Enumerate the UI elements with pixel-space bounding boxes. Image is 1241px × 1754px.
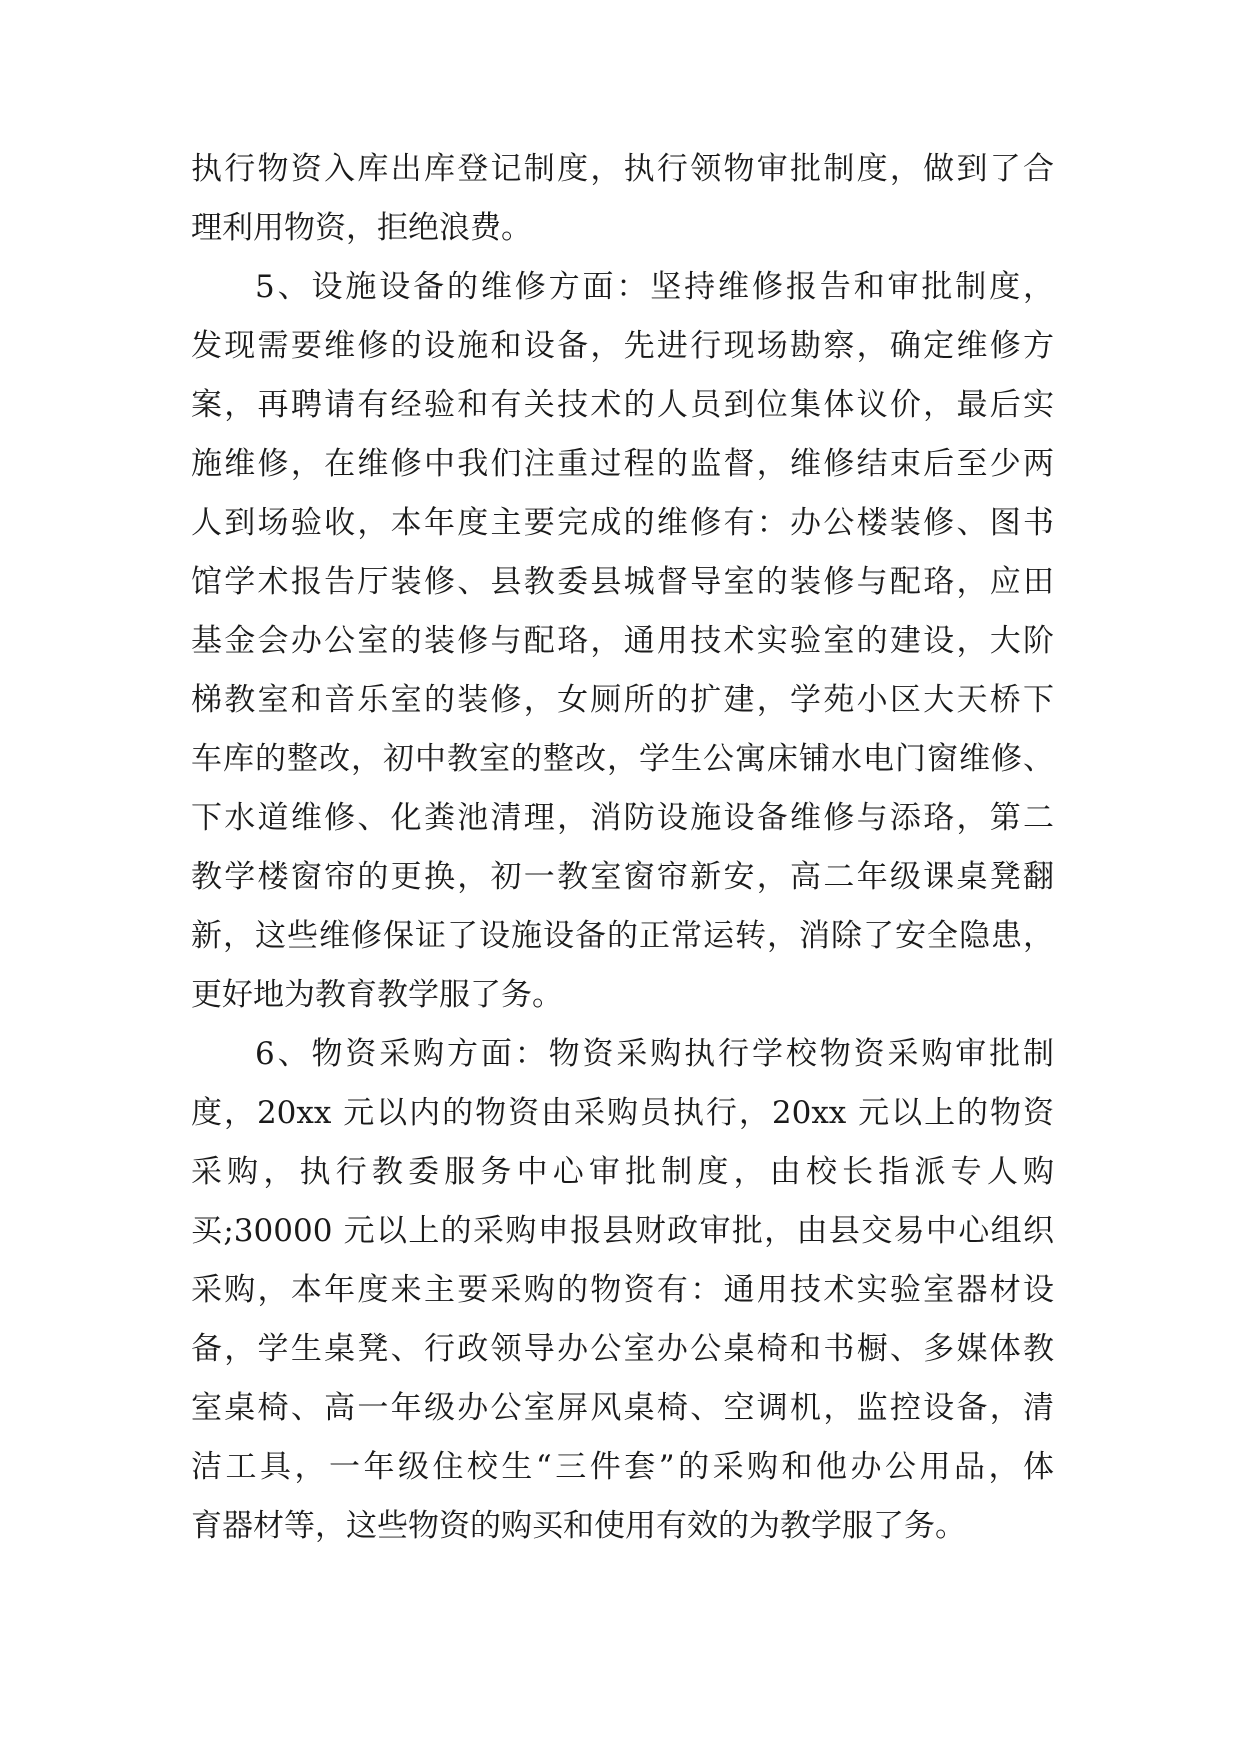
text-line: 度，20xx 元以内的物资由采购员执行，20xx 元以上的物资 [191, 1095, 1054, 1131]
text-line: 施维修，在维修中我们注重过程的监督，维修结束后至少两 [191, 446, 1054, 482]
text-line: 理利用物资，拒绝浪费。 [191, 210, 532, 246]
text-line: 买;30000 元以上的采购申报县财政审批，由县交易中心组织 [191, 1213, 1054, 1249]
text-line: 育器材等，这些物资的购买和使用有效的为教学服了务。 [191, 1508, 966, 1544]
text-line: 教学楼窗帘的更换，初一教室窗帘新安，高二年级课桌凳翻 [191, 859, 1054, 895]
text-line: 更好地为教育教学服了务。 [191, 977, 563, 1013]
text-line: 6、物资采购方面：物资采购执行学校物资采购审批制 [255, 1036, 1054, 1072]
text-line: 室桌椅、高一年级办公室屏风桌椅、空调机，监控设备，清 [191, 1390, 1054, 1426]
text-line: 备，学生桌凳、行政领导办公室办公桌椅和书橱、多媒体教 [191, 1331, 1054, 1367]
text-line: 车库的整改，初中教室的整改，学生公寓床铺水电门窗维修、 [191, 741, 1054, 777]
text-line: 馆学术报告厅装修、县教委县城督导室的装修与配珞，应田 [191, 564, 1054, 600]
text-line: 新，这些维修保证了设施设备的正常运转，消除了安全隐患， [191, 918, 1054, 954]
text-line: 采购，执行教委服务中心审批制度，由校长指派专人购 [191, 1154, 1054, 1190]
text-line: 梯教室和音乐室的装修，女厕所的扩建，学苑小区大天桥下 [191, 682, 1054, 718]
text-line: 案，再聘请有经验和有关技术的人员到位集体议价，最后实 [191, 387, 1054, 423]
text-line: 发现需要维修的设施和设备，先进行现场勘察，确定维修方 [191, 328, 1054, 364]
text-line: 采购，本年度来主要采购的物资有：通用技术实验室器材设 [191, 1272, 1054, 1308]
text-line: 洁工具，一年级住校生“三件套”的采购和他办公用品，体 [191, 1449, 1054, 1485]
text-line: 人到场验收，本年度主要完成的维修有：办公楼装修、图书 [191, 505, 1054, 541]
text-line: 下水道维修、化粪池清理，消防设施设备维修与添珞，第二 [191, 800, 1054, 836]
text-line: 5、设施设备的维修方面：坚持维修报告和审批制度， [255, 269, 1054, 305]
text-line: 基金会办公室的装修与配珞，通用技术实验室的建设，大阶 [191, 623, 1054, 659]
text-line: 执行物资入库出库登记制度，执行领物审批制度，做到了合 [191, 151, 1054, 187]
